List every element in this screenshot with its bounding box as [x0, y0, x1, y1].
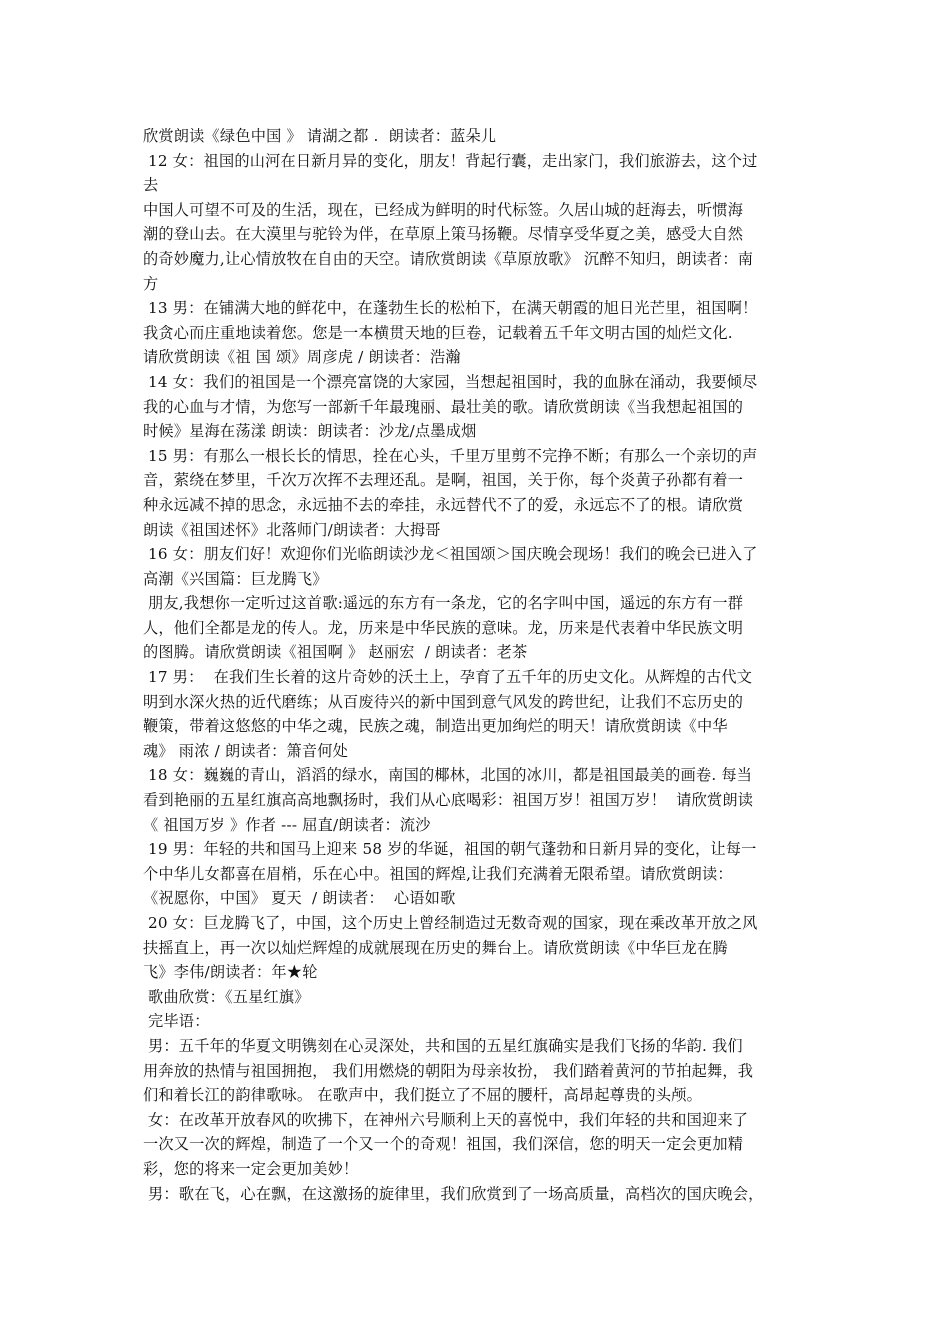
text-line: 18 女：巍巍的青山，滔滔的绿水，南国的椰林，北国的冰川，都是祖国最美的画卷. 每当: [143, 766, 753, 785]
text-line: 用奔放的热情与祖国拥抱， 我们用燃烧的朝阳为母亲妆扮， 我们踏着黄河的节拍起舞，我: [143, 1061, 754, 1080]
text-line: 潮的登山去。在大漠里与驼铃为伴，在草原上策马扬鞭。尽情享受华夏之美，感受大自然: [143, 225, 744, 244]
text-line: 14 女：我们的祖国是一个漂亮富饶的大家园，当想起祖国时，我的血脉在涌动，我要倾尽: [143, 372, 758, 391]
text-line: 的奇妙魔力,让心情放牧在自由的天空。请欣赏朗读《草原放歌》 沉醉不知归，朗读者：南: [143, 249, 754, 268]
text-line: 鞭策，带着这悠悠的中华之魂，民族之魂，制造出更加绚烂的明天！请欣赏朗读《中华: [143, 717, 728, 736]
text-line: 17 男： 在我们生长着的这片奇妙的沃土上，孕育了五千年的历史文化。从辉煌的古代文: [143, 668, 753, 687]
text-line: 明到水深火热的近代磨练；从百废待兴的新中国到意气风发的跨世纪，让我们不忘历史的: [143, 692, 744, 711]
text-line: 女：在改革开放春风的吹拂下，在神州六号顺利上天的喜悦中，我们年轻的共和国迎来了: [143, 1110, 749, 1129]
text-line: 扶摇直上，再一次以灿烂辉煌的成就展现在历史的舞台上。请欣赏朗读《中华巨龙在腾: [143, 938, 728, 957]
text-line: 高潮《兴国篇：巨龙腾飞》: [143, 569, 328, 588]
text-line: 16 女：朋友们好！欢迎你们光临朗读沙龙＜祖国颂＞国庆晚会现场！我们的晚会已进入了: [143, 545, 758, 564]
text-line: 朗读《祖国述怀》北落师门/朗读者：大拇哥: [143, 520, 441, 539]
text-line: 音，萦绕在梦里，千次万次挥不去理还乱。是啊，祖国，关于你，每个炎黄子孙都有着一: [143, 471, 744, 490]
text-line: 个中华儿女都喜在眉梢，乐在心中。祖国的辉煌,让我们充满着无限希望。请欣赏朗读：: [143, 864, 733, 883]
text-line: 魂》 雨浓 / 朗读者：箫音何处: [143, 741, 349, 760]
text-line: 时候》星海在荡漾 朗读：朗读者：沙龙/点墨成烟: [143, 422, 477, 441]
text-line: 朋友,我想你一定听过这首歌:遥远的东方有一条龙，它的名字叫中国，遥远的东方有一群: [143, 594, 744, 613]
text-line: 13 男：在铺满大地的鲜花中，在蓬勃生长的松柏下，在满天朝霞的旭日光芒里，祖国啊！: [143, 299, 758, 318]
text-line: 我的心血与才情，为您写一部新千年最瑰丽、最壮美的歌。请欣赏朗读《当我想起祖国的: [143, 397, 744, 416]
text-line: 男：歌在飞，心在飘，在这激扬的旋律里，我们欣赏到了一场高质量，高档次的国庆晚会，: [143, 1184, 764, 1203]
text-line: 19 男：年轻的共和国马上迎来 58 岁的华诞，祖国的朝气蓬勃和日新月异的变化，让每一: [143, 840, 757, 859]
text-line: 完毕语：: [143, 1012, 210, 1031]
text-line: 男：五千年的华夏文明镌刻在心灵深处，共和国的五星红旗确实是我们飞扬的华韵. 我们: [143, 1036, 743, 1055]
text-line: 20 女：巨龙腾飞了，中国，这个历史上曾经制造过无数奇观的国家，现在乘改革开放之风: [143, 914, 758, 932]
text-line: 中国人可望不可及的生活，现在，已经成为鲜明的时代标签。久居山城的赶海去，听惯海: [143, 200, 744, 219]
text-line: 请欣赏朗读《祖 国 颂》周彦虎 / 朗读者：浩瀚: [143, 348, 461, 367]
text-line: 一次又一次的辉煌，制造了一个又一个的奇观！祖国，我们深信，您的明天一定会更加精: [143, 1135, 744, 1154]
text-line: 方: [143, 274, 159, 293]
text-line: 歌曲欣赏：《五星红旗》: [143, 987, 310, 1006]
text-line: 飞》李伟/朗读者：年★轮: [143, 963, 318, 982]
text-line: 欣赏朗读《绿色中国 》 请湖之都 . 朗读者：蓝朵儿: [143, 127, 497, 145]
text-line: 彩，您的将来一定会更加美妙！: [143, 1159, 359, 1178]
text-line: 《祝愿你，中国》 夏天 / 朗读者： 心语如歌: [143, 889, 456, 908]
text-line: 看到艳丽的五星红旗高高地飘扬时，我们从心底喝彩：祖国万岁！祖国万岁！ 请欣赏朗读: [143, 791, 754, 810]
text-line: 《 祖国万岁 》作者 --- 屈直/朗读者：流沙: [143, 815, 431, 834]
text-line: 12 女：祖国的山河在日新月异的变化，朋友！背起行囊，走出家门，我们旅游去，这个过: [143, 151, 758, 170]
text-line: 的图腾。请欣赏朗读《祖国啊 》 赵丽宏 / 朗读者：老茶: [143, 643, 528, 662]
text-line: 们和着长江的韵律歌咏。 在歌声中，我们挺立了不屈的腰杆，高昂起尊贵的头颅。: [143, 1086, 702, 1105]
text-line: 我贪心而庄重地读着您。您是一本横贯天地的巨卷，记载着五千年文明古国的灿烂文化.: [143, 323, 733, 342]
text-line: 去: [143, 176, 159, 195]
text-line: 15 男：有那么一根长长的情思，拴在心头，千里万里剪不完挣不断；有那么一个亲切的声: [143, 446, 758, 465]
text-line: 人，他们全都是龙的传人。龙，历来是中华民族的意味。龙，历来是代表着中华民族文明: [143, 618, 744, 637]
document-page: [143, 124, 815, 1206]
text-line: 种永远减不掉的思念，永远抽不去的牵挂，永远替代不了的爱，永远忘不了的根。请欣赏: [143, 495, 744, 514]
